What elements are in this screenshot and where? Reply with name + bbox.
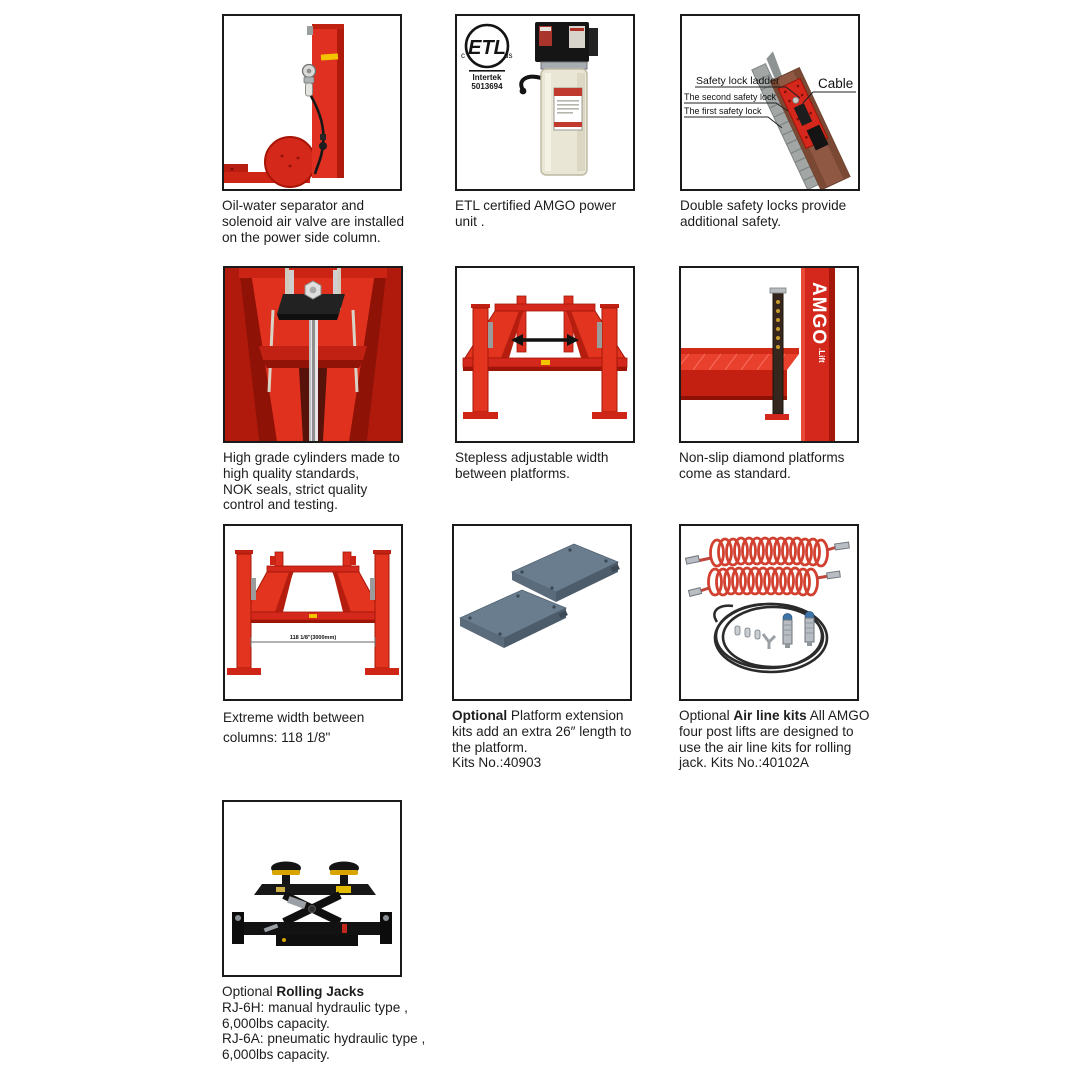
- power-side-column-photo: [222, 14, 402, 191]
- caption-line: solenoid air valve are installed: [222, 213, 405, 229]
- caption-text: Optional: [222, 984, 277, 999]
- caption-line: kits add an extra 26″ length to: [452, 723, 632, 739]
- amgo-brand-text: AMGO: [808, 282, 829, 346]
- caption-line: RJ-6A: pneumatic hydraulic type ,: [222, 1031, 426, 1047]
- etl-number: 5013694: [471, 82, 503, 91]
- caption-line: Non-slip diamond platforms: [679, 450, 845, 465]
- caption-extreme-width: [223, 708, 437, 749]
- card-air-line-kits: [679, 524, 893, 771]
- label-first-safety-lock: The first safety lock: [684, 106, 762, 116]
- safety-locks-photo: [680, 14, 860, 191]
- optional-bold: Optional: [452, 708, 508, 723]
- caption-line: high quality standards,: [223, 465, 360, 481]
- caption-line: four post lifts are designed to: [679, 723, 854, 739]
- caption-line: NOK seals, strict quality: [223, 481, 368, 497]
- air-line-kits-illustration: [681, 526, 857, 699]
- caption-power-side-column: [222, 198, 436, 245]
- caption-line: the platform.: [452, 739, 528, 755]
- caption-line: jack. Kits No.:40102A: [679, 755, 809, 771]
- caption-high-grade-cylinders: [223, 450, 437, 513]
- card-extreme-width: [223, 524, 437, 749]
- caption-rolling-jacks: [222, 984, 436, 1063]
- etl-c: c: [461, 51, 465, 60]
- caption-text: Optional: [679, 708, 734, 723]
- caption-line: 6,000lbs capacity.: [222, 1047, 330, 1063]
- rolling-jack-illustration: [224, 802, 400, 975]
- caption-line: between platforms.: [455, 465, 570, 481]
- caption-line: use the air line kits for rolling: [679, 739, 852, 755]
- caption-platform-extension: [452, 708, 666, 771]
- caption-stepless-width: [455, 450, 669, 482]
- caption-line: Oil-water separator and: [222, 198, 365, 213]
- caption-line: Stepless adjustable width: [455, 450, 609, 465]
- caption-text: All AMGO: [806, 708, 870, 723]
- air-line-kits-photo: [679, 524, 859, 701]
- etl-us: us: [504, 51, 513, 60]
- caption-line: on the power side column.: [222, 229, 381, 245]
- caption-line: columns: 118 1/8": [223, 730, 331, 746]
- caption-line: come as standard.: [679, 465, 791, 481]
- caption-line: High grade cylinders made to: [223, 450, 400, 465]
- card-power-unit: [455, 14, 669, 230]
- card-high-grade-cylinders: [223, 266, 437, 513]
- stepless-width-photo: [455, 266, 635, 443]
- caption-diamond-platforms: [679, 450, 893, 482]
- card-diamond-platforms: [679, 266, 893, 482]
- card-stepless-width: [455, 266, 669, 482]
- diamond-platforms-illustration: [681, 268, 857, 441]
- diamond-platforms-photo: [679, 266, 859, 443]
- cylinders-illustration: [225, 268, 401, 441]
- card-power-side-column: [222, 14, 436, 245]
- power-unit-illustration: [457, 16, 633, 189]
- etl-text: ETL: [468, 37, 506, 59]
- caption-line: unit .: [455, 213, 485, 229]
- stepless-width-illustration: [457, 268, 633, 441]
- card-rolling-jacks: [222, 800, 436, 1063]
- caption-air-line-kits: [679, 708, 893, 771]
- caption-line: ETL certified AMGO power: [455, 198, 617, 213]
- caption-line: [452, 708, 666, 724]
- extreme-width-illustration: [225, 526, 401, 699]
- caption-line: Double safety locks provide: [680, 198, 847, 213]
- card-platform-extension: [452, 524, 666, 771]
- platform-extension-photo: [452, 524, 632, 701]
- caption-power-unit: [455, 198, 669, 230]
- label-safety-lock-ladder: Safety lock ladder: [696, 75, 780, 87]
- dimension-label: 118 1/8"(3000mm): [289, 635, 337, 641]
- card-double-safety-locks: [680, 14, 894, 230]
- cylinders-photo: [223, 266, 403, 443]
- caption-text: Platform extension: [507, 708, 624, 723]
- intertek-text: Intertek: [472, 73, 502, 82]
- amgo-lift-text: .Lift: [817, 348, 826, 363]
- rolling-jacks-bold: Rolling Jacks: [276, 984, 365, 999]
- caption-line: RJ-6H: manual hydraulic type ,: [222, 999, 408, 1015]
- caption-line: Kits No.:40903: [452, 755, 542, 771]
- caption-line: [679, 708, 893, 724]
- power-unit-photo: [455, 14, 635, 191]
- rolling-jack-photo: [222, 800, 402, 977]
- caption-line: control and testing.: [223, 497, 338, 513]
- label-cable: Cable: [818, 76, 854, 91]
- caption-line: Extreme width between: [223, 710, 365, 725]
- power-side-column-illustration: [224, 16, 400, 189]
- extreme-width-photo: [223, 524, 403, 701]
- label-second-safety-lock: The second safety lock: [684, 92, 777, 102]
- caption-double-safety-locks: [680, 198, 894, 230]
- air-line-kits-bold: Air line kits: [733, 708, 807, 723]
- safety-locks-illustration: [682, 16, 858, 189]
- caption-line: [222, 984, 436, 1000]
- caption-line: 6,000lbs capacity.: [222, 1015, 330, 1031]
- caption-line: additional safety.: [680, 213, 782, 229]
- platform-extension-illustration: [454, 526, 630, 699]
